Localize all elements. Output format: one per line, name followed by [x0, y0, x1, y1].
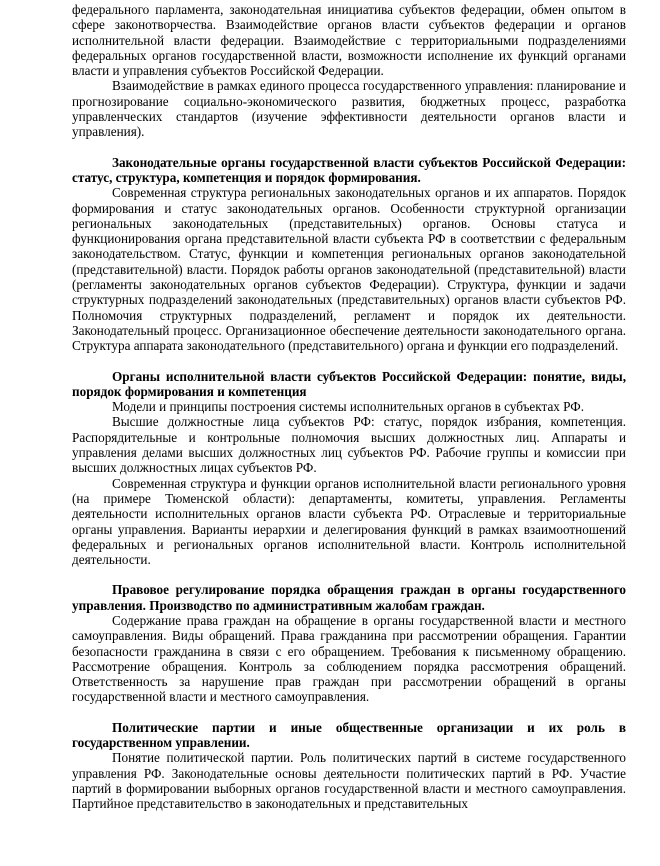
paragraph-unified-process: Взаимодействие в рамках единого процесса государственного управления: планирование и прогнозирование социально-экономического развития, бюджетных процесс, разработка управленческих стандартов (изучение эффективности деятельности органов власти и управления). — [72, 78, 626, 140]
paragraph-federal-interaction: федерального парламента, законодательная инициатива субъектов федерации, обмен опытом в сфере законотворчества. Взаимодействие органов власти субъектов федерации и органов исполнительной власти федерации. Взаимодействие с территориальными подразделениями федеральных органов государственной власти, возможности исполнение их функций органами власти и управления субъектов Российской Федерации. — [72, 2, 626, 79]
paragraph-senior-officials: Высшие должностные лица субъектов РФ: статус, порядок избрания, компетенция. Распорядительные и контрольные полномочия высших должностных лиц. Аппараты и управления делами высших должностных лиц субъектов РФ. Рабочие группы и комиссии при высших должностных лицах субъектов РФ. — [72, 414, 626, 476]
paragraph-executive-models: Модели и принципы построения системы исполнительных органов в субъектах РФ. — [112, 399, 585, 415]
paragraph-legislative-structure: Современная структура региональных законодательных органов и их аппаратов. Порядок формирования и статус законодательных органов. Особенности структурной организации региональных законодательных (представительных) органов. Основы статуса и функционирования органа представительной власти субъекта РФ в соответствии с федеральным законодательством. Статус, функции и компетенция региональных органов законодательной (представительной) власти. Порядок работы органов законодательной (представительной) власти (регламенты законодательных органов субъектов Федерации). Структура, функции и задачи структурных подразделений законодательных (представительных) органов власти субъектов РФ. Полномочия структурных подразделений, регламент и порядок их деятельности. Законодательный процесс. Организационное обеспечение деятельности законодательного органа. Структура аппарата законодательного (представительного) органа и функции его подразделений. — [72, 185, 626, 354]
paragraph-political-parties: Понятие политической партии. Роль политических партий в системе государственного управления РФ. Законодательные основы деятельности политических партий в РФ. Участие партий в формировании выборных органов государственной власти и местного самоуправления. Партийное представительство в законодательных и представительных — [72, 750, 626, 812]
heading-political-parties: Политические партии и иные общественные организации и их роль в государственном управлении. — [72, 719, 626, 751]
heading-executive-bodies: Органы исполнительной власти субъектов Российской Федерации: понятие, виды, порядок формирования и компетенция — [72, 368, 626, 399]
heading-citizen-appeals: Правовое регулирование порядка обращения граждан в органы государственного управления. Производство по административным жалобам граждан. — [72, 582, 626, 613]
paragraph-appeals-content: Содержание права граждан на обращение в органы государственной власти и местного самоуправления. Виды обращений. Права гражданина при рассмотрении обращения. Гарантии безопасности гражданина в связи с его обращением. Требования к письменному обращению. Рассмотрение обращения. Контроль за соблюдением порядка рассмотрения обращений. Ответственность за нарушение прав граждан при рассмотрении обращений в органы государственной власти и местного самоуправления. — [72, 612, 626, 705]
paragraph-executive-structure: Современная структура и функции органов исполнительной власти регионального уровня (на примере Тюменской области): департаменты, комитеты, управления. Регламенты деятельности исполнительных органов власти субъекта РФ. Отраслевые и территориальные органы управления. Варианты иерархии и делегирования функций в рамках взаимоотношений федеральных и региональных органов исполнительной власти. Контроль исполнительной деятельности. — [72, 475, 626, 568]
heading-legislative-bodies: Законодательные органы государственной власти субъектов Российской Федерации: статус, структура, компетенция и порядок формирования. — [72, 154, 626, 185]
